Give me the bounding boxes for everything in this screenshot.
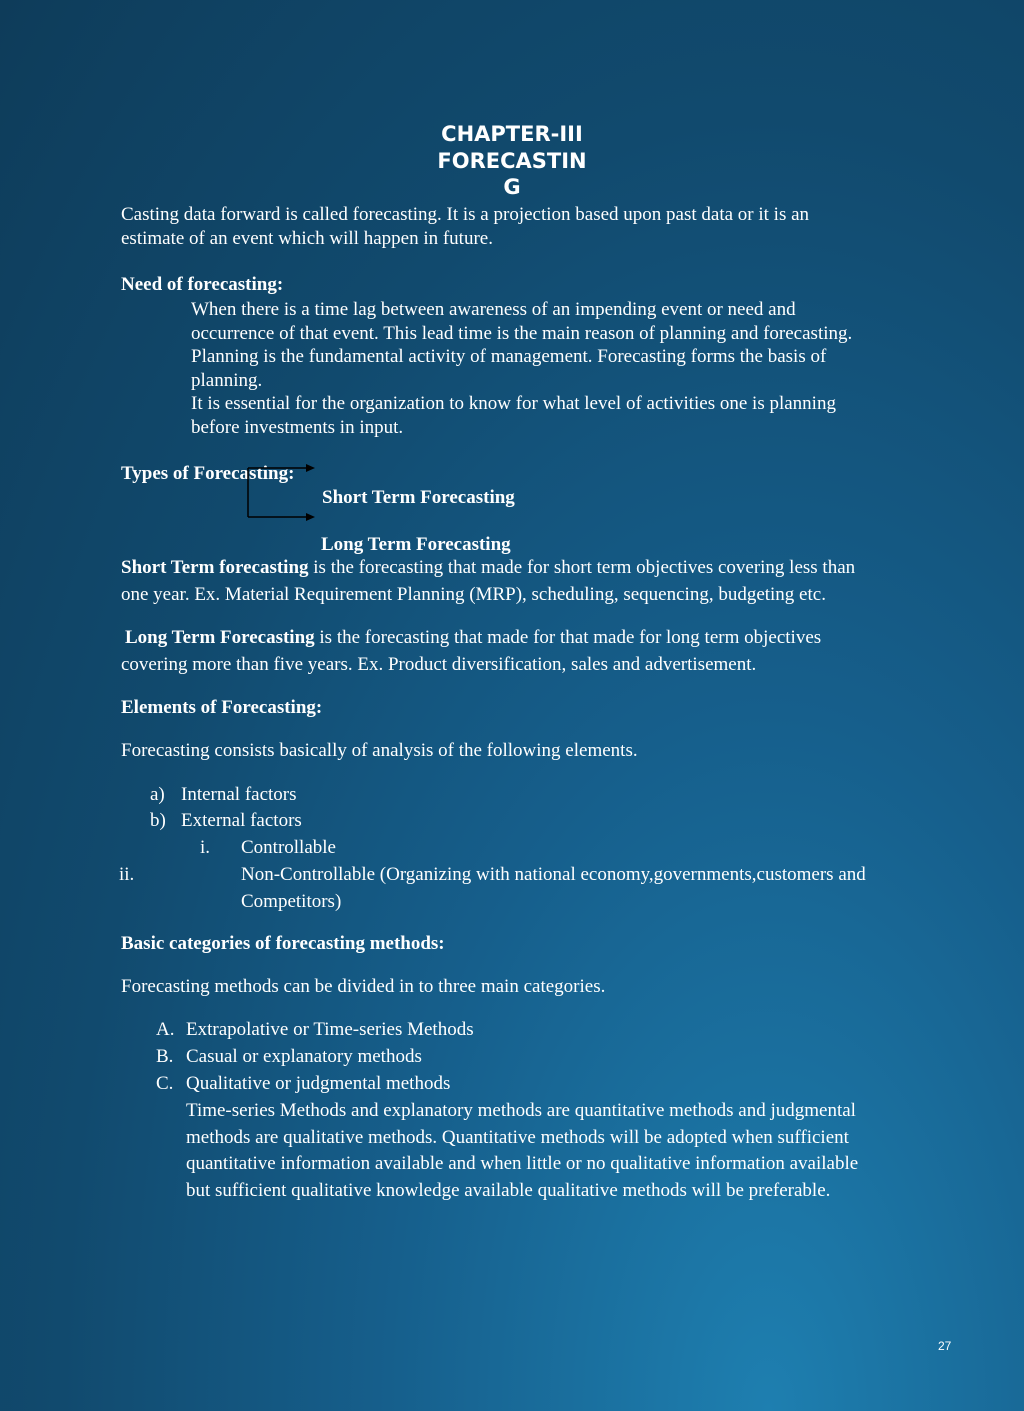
list-marker: A.	[156, 1019, 175, 1040]
short-term-text: is the forecasting that made for short term objectives covering less than	[308, 557, 856, 578]
need-line: planning.	[191, 369, 263, 391]
list-marker: C.	[156, 1073, 174, 1094]
methods-heading: Basic categories of forecasting methods:	[121, 933, 445, 954]
list-marker: i.	[200, 837, 211, 858]
chapter-title	[420, 121, 604, 201]
need-line: occurrence of that event. This lead time is the main reason of planning and forecasting.	[191, 322, 853, 344]
closing-line: but sufficient qualitative knowledge available qualitative methods will be preferable.	[186, 1179, 831, 1201]
short-term-line	[121, 555, 855, 582]
long-term-label: Long Term Forecasting	[321, 534, 511, 555]
closing-line: quantitative information available and when little or no qualitative information available	[186, 1153, 859, 1174]
long-term-line: covering more than five years. Ex. Product diversification, sales and advertisement.	[121, 653, 757, 675]
list-marker: ii.	[119, 864, 135, 885]
list-item: Casual or explanatory methods	[186, 1046, 422, 1067]
need-line: Planning is the fundamental activity of management. Forecasting forms the basis of	[191, 346, 827, 367]
chapter-number: CHAPTER-III	[441, 122, 583, 146]
short-term-term: Short Term forecasting	[121, 557, 309, 578]
methods-closing-paragraph	[186, 1098, 858, 1204]
list-item: Internal factors	[181, 784, 297, 805]
long-term-term: Long Term Forecasting	[125, 627, 315, 648]
long-term-paragraph	[121, 625, 822, 678]
elements-heading: Elements of Forecasting:	[121, 697, 323, 718]
closing-line: methods are qualitative methods. Quantitative methods will be adopted when sufficient	[186, 1126, 849, 1148]
long-term-line	[125, 625, 821, 652]
need-heading: Need of forecasting:	[121, 274, 284, 295]
short-term-label: Short Term Forecasting	[322, 487, 515, 508]
long-term-text: is the forecasting that made for that made for long term objectives	[314, 627, 822, 648]
need-line: It is essential for the organization to know for what level of activities one is planning	[191, 393, 836, 414]
list-item-continuation: Competitors)	[241, 891, 342, 912]
chapter-name-line1: FORECASTIN	[437, 148, 587, 173]
need-paragraph	[191, 298, 852, 439]
list-marker: B.	[156, 1046, 174, 1067]
list-item: External factors	[181, 810, 302, 831]
list-marker: b)	[150, 810, 166, 831]
list-item: Qualitative or judgmental methods	[186, 1073, 451, 1094]
need-line: When there is a time lag between awareness of an impending event or need and	[191, 299, 796, 320]
list-marker: a)	[150, 784, 165, 805]
branch-arrows-icon	[240, 458, 320, 522]
short-term-paragraph	[121, 555, 855, 608]
intro-line: estimate of an event which will happen in future.	[121, 227, 493, 249]
page-number: 27	[938, 1339, 952, 1353]
intro-paragraph	[121, 203, 809, 250]
methods-intro: Forecasting methods can be divided in to three main categories.	[121, 976, 606, 997]
need-line: before investments in input.	[191, 416, 404, 438]
list-item: Non-Controllable (Organizing with national economy,governments,customers and	[241, 864, 866, 885]
elements-intro: Forecasting consists basically of analysis of the following elements.	[121, 740, 638, 761]
closing-line: Time-series Methods and explanatory methods are quantitative methods and judgmental	[186, 1100, 856, 1121]
list-item: Controllable	[241, 837, 336, 858]
list-item: Extrapolative or Time-series Methods	[186, 1019, 474, 1040]
types-heading: Types of Forecasting:	[121, 463, 295, 484]
intro-line: Casting data forward is called forecasting. It is a projection based upon past data or it is an	[121, 204, 810, 225]
short-term-line: one year. Ex. Material Requirement Planning (MRP), scheduling, sequencing, budgeting etc.	[121, 583, 826, 605]
chapter-name-line2: G	[503, 175, 521, 199]
